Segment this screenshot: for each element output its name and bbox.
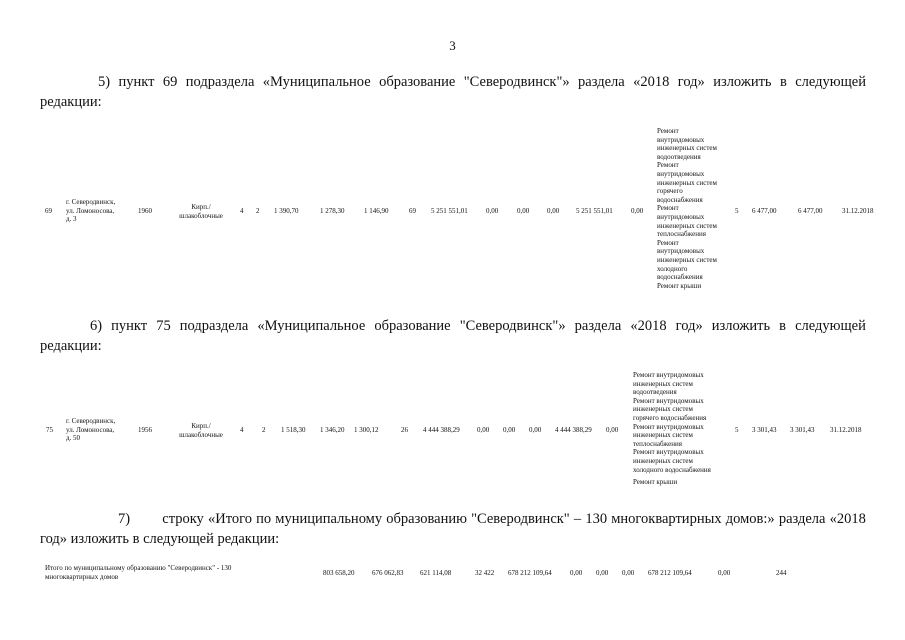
- row-value-1: 0,00: [477, 426, 490, 434]
- row-date: 31.12.2018: [830, 426, 862, 434]
- row-material: Кирп./ шлакоблочные: [179, 422, 223, 439]
- word: подраздела: [185, 74, 255, 90]
- word: год»: [677, 74, 705, 90]
- row-number: 75: [46, 426, 53, 434]
- word: год»: [675, 318, 703, 334]
- row-number: 69: [45, 207, 52, 215]
- row-residents: 69: [409, 207, 416, 215]
- item-5-line-1: [98, 72, 866, 92]
- row-value-2: 0,00: [503, 426, 516, 434]
- row-value-4: 0,00: [631, 207, 644, 215]
- row-price-1: 3 301,43: [752, 426, 777, 434]
- total-value-2: 0,00: [596, 569, 609, 577]
- word: пункт: [111, 318, 148, 334]
- word: «Итого: [207, 511, 252, 527]
- row-year: 1956: [138, 426, 152, 434]
- word: 69: [162, 74, 178, 90]
- row-works-list: Ремонт внутридомовых инженерных систем водоотведения Ремонт внутридомовых инженерных систем горячего водоснабжения Ремонт внутридомовых инженерных систем теплоснабжения Ремонт внутридомовых инженерных систем холодного водоснабжения Ремонт крыши: [633, 371, 711, 487]
- word: подраздела: [179, 318, 249, 334]
- word: «2018: [829, 511, 866, 527]
- row-works-list: Ремонт внутридомовых инженерных систем водоотведения Ремонт внутридомовых инженерных систем горячего водоснабжения Ремонт внутридомовых инженерных систем теплоснабжения Ремонт внутридомовых инженерных систем холодного водоснабжения Ремонт крыши: [657, 127, 717, 290]
- item-7-line-2: год» изложить в следующей редакции:: [40, 531, 280, 547]
- row-area-total: 1 390,70: [274, 207, 299, 215]
- word: изложить: [713, 74, 772, 90]
- word: "Северодвинск"»: [463, 74, 570, 90]
- row-value-4: 0,00: [606, 426, 619, 434]
- row-count: 5: [735, 207, 739, 215]
- word: следующей: [795, 318, 866, 334]
- total-cost-owners: 678 212 109,64: [648, 569, 692, 577]
- row-date: 31.12.2018: [842, 207, 874, 215]
- item-6-line-2: редакции:: [40, 338, 102, 354]
- row-value-3: 0,00: [547, 207, 560, 215]
- total-residents: 32 422: [475, 569, 495, 577]
- item-5-line-2: редакции:: [40, 94, 102, 110]
- row-value-3: 0,00: [529, 426, 542, 434]
- row-entrances: 2: [262, 426, 266, 434]
- row-address: г. Северодвинск, ул. Ломоносова, д. 50: [66, 417, 116, 443]
- word: 5): [98, 74, 111, 90]
- word: «2018: [633, 74, 670, 90]
- word: раздела: [778, 511, 826, 527]
- item-7-line-1: [118, 509, 866, 529]
- word: строку: [162, 511, 204, 527]
- row-cost-total: 5 251 551,01: [431, 207, 468, 215]
- total-area-living: 676 062,83: [372, 569, 404, 577]
- word: «Муниципальное: [257, 318, 366, 334]
- row-price-1: 6 477,00: [752, 207, 777, 215]
- word: пункт: [118, 74, 155, 90]
- item-5-paragraph: [40, 72, 866, 112]
- word: многоквартирных: [611, 511, 722, 527]
- total-label: Итого по муниципальному образованию "Северодвинск" - 130 многоквартирных домов: [45, 564, 232, 581]
- word: 75: [156, 318, 171, 334]
- row-value-1: 0,00: [486, 207, 499, 215]
- total-cost-total: 678 212 109,64: [508, 569, 552, 577]
- word: раздела: [578, 74, 625, 90]
- word: по: [256, 511, 272, 527]
- word: «2018: [630, 318, 667, 334]
- item-6-paragraph: [40, 316, 866, 356]
- row-cost-owners: 4 444 388,29: [555, 426, 592, 434]
- row-count: 5: [735, 426, 739, 434]
- word: раздела: [574, 318, 622, 334]
- row-area-living: 1 278,30: [320, 207, 345, 215]
- word: домов:»: [725, 511, 775, 527]
- word: 6): [90, 318, 103, 334]
- total-value-4: 0,00: [718, 569, 731, 577]
- row-cost-total: 4 444 388,29: [423, 426, 460, 434]
- row-address: г. Северодвинск, ул. Ломоносова, д. 3: [66, 198, 116, 224]
- word: образование: [374, 318, 451, 334]
- row-floors: 4: [240, 207, 244, 215]
- word: «Муниципальное: [262, 74, 371, 90]
- total-value-1: 0,00: [570, 569, 583, 577]
- row-price-2: 6 477,00: [798, 207, 823, 215]
- word: "Северодвинск": [471, 511, 570, 527]
- row-residents: 26: [401, 426, 408, 434]
- row-area-living: 1 346,20: [320, 426, 345, 434]
- item-6-line-1: [90, 316, 866, 336]
- word: изложить: [711, 318, 771, 334]
- total-area-residential: 621 114,08: [420, 569, 452, 577]
- total-area-total: 803 658,20: [323, 569, 355, 577]
- word: образованию: [386, 511, 467, 527]
- page-number: 3: [449, 38, 456, 53]
- row-value-2: 0,00: [517, 207, 530, 215]
- row-cost-owners: 5 251 551,01: [576, 207, 613, 215]
- row-area-residential: 1 146,90: [364, 207, 389, 215]
- word: в: [779, 74, 787, 90]
- row-floors: 4: [240, 426, 244, 434]
- word: 7): [118, 511, 131, 527]
- total-value-3: 0,00: [622, 569, 635, 577]
- row-year: 1960: [138, 207, 152, 215]
- word: в: [779, 318, 787, 334]
- word: "Северодвинск"»: [459, 318, 566, 334]
- row-area-total: 1 518,30: [281, 426, 306, 434]
- row-price-2: 3 301,43: [790, 426, 815, 434]
- row-entrances: 2: [256, 207, 260, 215]
- item-7-paragraph: [40, 509, 866, 549]
- row-material: Кирп./ шлакоблочные: [179, 203, 223, 220]
- word: образование: [379, 74, 456, 90]
- word: –: [573, 511, 582, 527]
- word: муниципальному: [275, 511, 383, 527]
- total-count: 244: [776, 569, 787, 577]
- row-area-residential: 1 300,12: [354, 426, 379, 434]
- word: 130: [585, 511, 608, 527]
- word: следующей: [795, 74, 866, 90]
